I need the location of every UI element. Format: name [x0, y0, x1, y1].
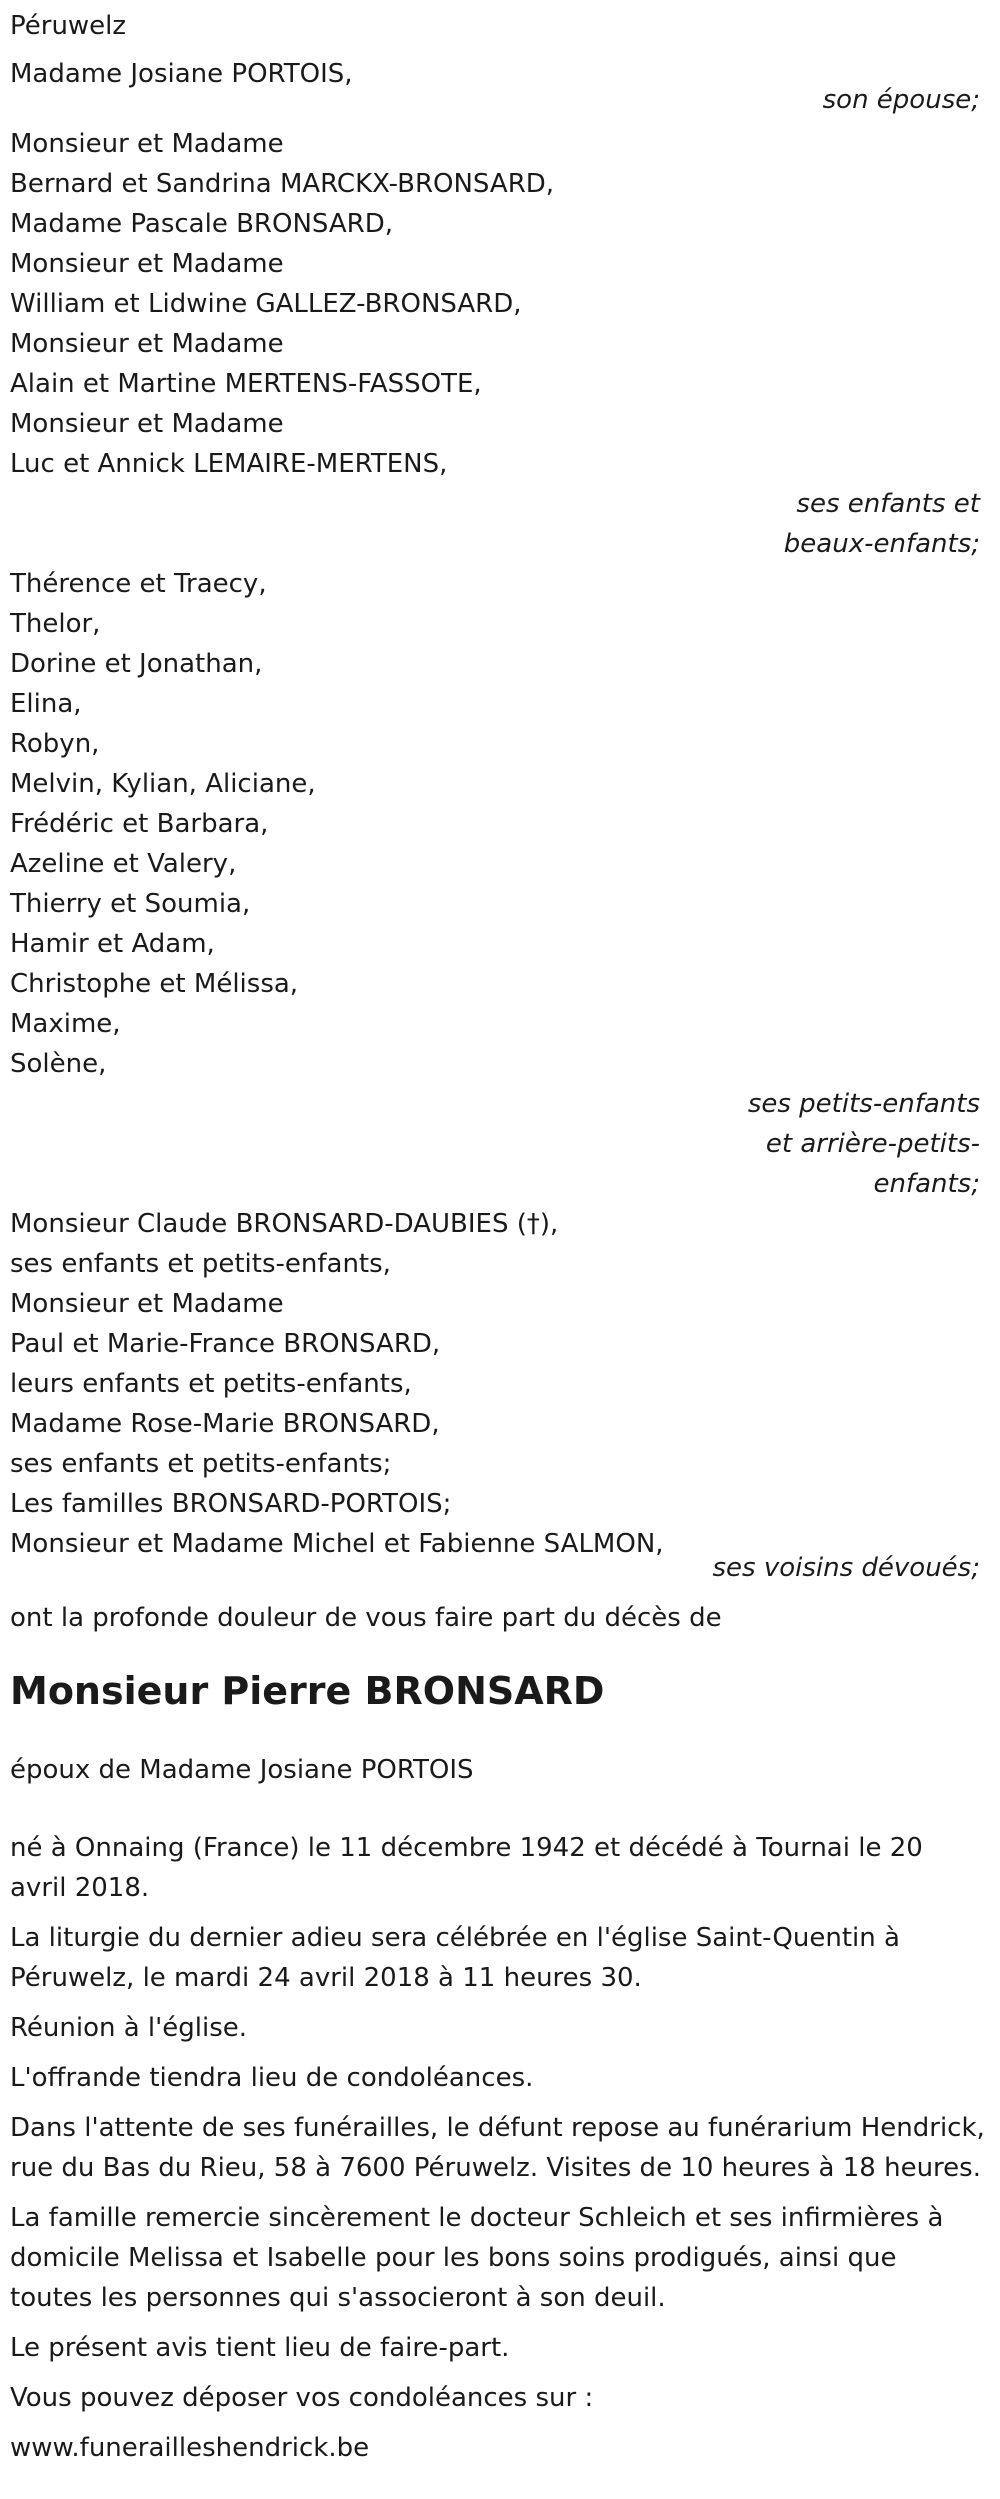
- list-item: Monsieur et Madame: [10, 129, 284, 159]
- list-item: Luc et Annick LEMAIRE-MERTENS,: [10, 449, 448, 479]
- spouse-of: époux de Madame Josiane PORTOIS: [10, 1755, 474, 1785]
- liturgy-paragraph: La liturgie du dernier adieu sera célébrée en l'église Saint-Quentin à Péruwelz, le mardi 24 avril 2018 à 11 heures 30.: [10, 1923, 900, 1993]
- list-item: Monsieur Claude BRONSARD-DAUBIES (†),: [10, 1209, 559, 1239]
- grandchildren-role-line-3: enfants;: [873, 1169, 980, 1199]
- list-item: Thelor,: [10, 609, 101, 639]
- list-item: Melvin, Kylian, Aliciane,: [10, 769, 316, 799]
- list-item: ses enfants et petits-enfants;: [10, 1449, 392, 1479]
- offering-paragraph: L'offrande tiendra lieu de condoléances.: [10, 2063, 534, 2093]
- announcement-intro: ont la profonde douleur de vous faire part du décès de: [10, 1603, 722, 1633]
- notice-paragraph: Le présent avis tient lieu de faire-part.: [10, 2333, 510, 2363]
- deceased-name: Monsieur Pierre BRONSARD: [10, 1669, 605, 1713]
- meeting-paragraph: Réunion à l'église.: [10, 2013, 248, 2043]
- location: Péruwelz: [10, 11, 127, 41]
- list-item: Thérence et Traecy,: [10, 569, 267, 599]
- children-role-line-1: ses enfants et: [796, 489, 980, 519]
- grandchildren-list: [10, 564, 990, 1084]
- list-item: Christophe et Mélissa,: [10, 969, 299, 999]
- list-item: Maxime,: [10, 1009, 121, 1039]
- details-section: [10, 1828, 990, 2468]
- list-item: Alain et Martine MERTENS-FASSOTE,: [10, 369, 482, 399]
- spouse-name: Madame Josiane PORTOIS,: [10, 59, 353, 89]
- children-list: [10, 124, 990, 484]
- other-relatives-list: [10, 1204, 990, 1564]
- condolences-paragraph: Vous pouvez déposer vos condoléances sur :: [10, 2383, 594, 2413]
- list-item: Monsieur et Madame: [10, 329, 284, 359]
- list-item: Madame Rose-Marie BRONSARD,: [10, 1409, 440, 1439]
- list-item: William et Lidwine GALLEZ-BRONSARD,: [10, 289, 522, 319]
- list-item: leurs enfants et petits-enfants,: [10, 1369, 412, 1399]
- list-item: Les familles BRONSARD-PORTOIS;: [10, 1489, 452, 1519]
- list-item: Solène,: [10, 1049, 107, 1079]
- list-item: Monsieur et Madame: [10, 409, 284, 439]
- list-item: Monsieur et Madame Michel et Fabienne SALMON,: [10, 1529, 664, 1559]
- list-item: Azeline et Valery,: [10, 849, 237, 879]
- list-item: Robyn,: [10, 729, 100, 759]
- list-item: Hamir et Adam,: [10, 929, 215, 959]
- list-item: Monsieur et Madame: [10, 249, 284, 279]
- list-item: Dorine et Jonathan,: [10, 649, 263, 679]
- neighbours-role: ses voisins dévoués;: [712, 1553, 980, 1583]
- list-item: ses enfants et petits-enfants,: [10, 1249, 391, 1279]
- list-item: Bernard et Sandrina MARCKX-BRONSARD,: [10, 169, 555, 199]
- website-line: www.funerailleshendrick.be: [10, 2433, 370, 2463]
- grandchildren-role-line-2: et arrière-petits-: [765, 1129, 980, 1159]
- list-item: Elina,: [10, 689, 82, 719]
- list-item: Paul et Marie-France BRONSARD,: [10, 1329, 441, 1359]
- list-item: Madame Pascale BRONSARD,: [10, 209, 394, 239]
- children-role-line-2: beaux-enfants;: [783, 529, 980, 559]
- list-item: Thierry et Soumia,: [10, 889, 251, 919]
- list-item: Monsieur et Madame: [10, 1289, 284, 1319]
- grandchildren-role-line-1: ses petits-enfants: [747, 1089, 980, 1119]
- birth-death-paragraph: né à Onnaing (France) le 11 décembre 1942 et décédé à Tournai le 20 avril 2018.: [10, 1833, 923, 1903]
- list-item: Frédéric et Barbara,: [10, 809, 269, 839]
- funerarium-paragraph: Dans l'attente de ses funérailles, le défunt repose au funérarium Hendrick, rue du Bas du Rieu, 58 à 7600 Péruwelz. Visites de 10 heures à 18 heures.: [10, 2113, 985, 2183]
- thanks-paragraph: La famille remercie sincèrement le docteur Schleich et ses infirmières à domicile Melissa et Isabelle pour les bons soins prodigués, ainsi que toutes les personnes qui s'associeront à son deuil.: [10, 2203, 944, 2313]
- spouse-role: son épouse;: [822, 85, 980, 115]
